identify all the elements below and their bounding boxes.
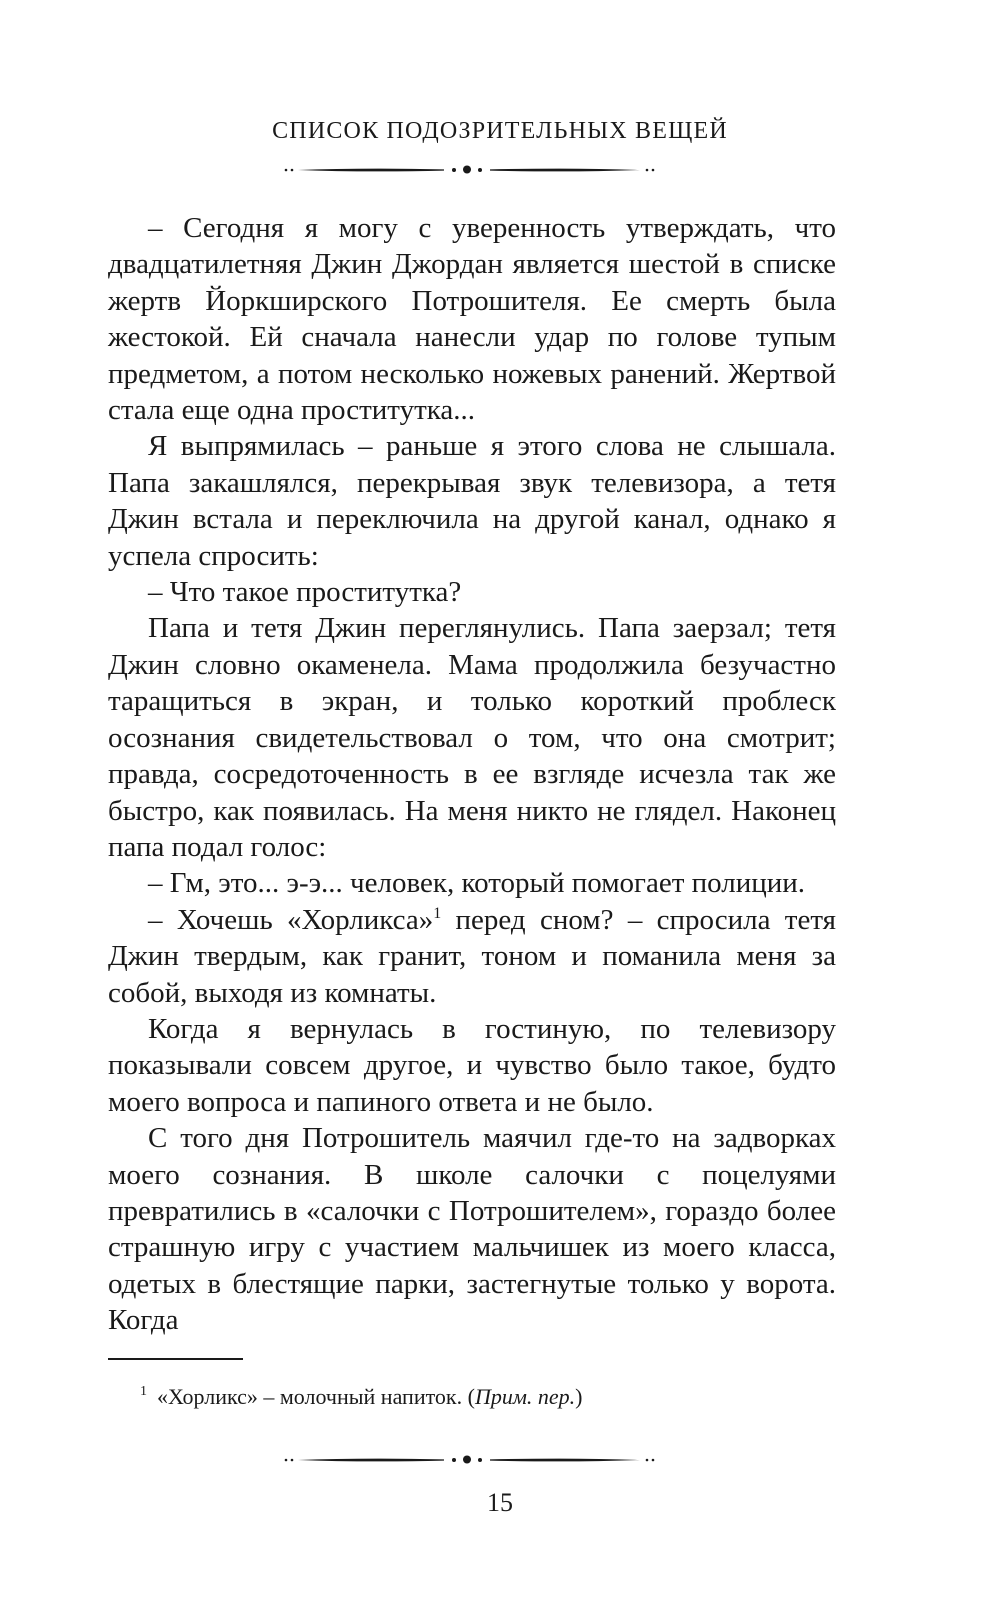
ornament-divider-bottom: [284, 1450, 716, 1470]
running-head: СПИСОК ПОДОЗРИТЕЛЬНЫХ ВЕЩЕЙ: [272, 118, 728, 144]
paragraph-7: Когда я вернулась в гостиную, по телевизору показывали совсем другое, и чувство было такое, будто моего вопроса и папиного ответа и не было.: [108, 1012, 836, 1118]
paragraph-1: – Сегодня я могу с уверенность утверждать, что двадцатилетняя Джин Джордан является шестой в списке жертв Йоркширского Потрошителя. Ее смерть была жестокой. Ей сначала нанесли удар по голове тупым предметом, а потом несколько ножевых ранений. Жертвой стала еще одна проститутка...: [108, 212, 836, 427]
footnote: [140, 1384, 840, 1410]
paragraph-6-before: – Хочешь «Хорликса»: [148, 903, 434, 936]
ornament-divider-top: [284, 160, 716, 180]
paragraph-5: – Гм, это... э-э... человек, который помогает полиции.: [148, 867, 806, 900]
footnote-rule: [108, 1358, 243, 1360]
page-number: 15: [487, 1488, 513, 1517]
footnote-italic: Прим. пер.: [474, 1384, 576, 1409]
paragraph-3: – Что такое проститутка?: [148, 576, 462, 609]
paragraph-8: С того дня Потрошитель маячил где-то на задворках моего сознания. В школе салочки с поцелуями превратились в «салочки с Потрошителем», гораздо более страшную игру с участием мальчишек из моего класса, одетых в блестящие парки, застегнутые только у ворота. Когда: [108, 1122, 836, 1337]
footnote-close: ): [575, 1384, 583, 1409]
paragraph-2: Я выпрямилась – раньше я этого слова не слышала. Папа закашлялся, перекрывая звук телевизора, а тетя Джин встала и переключила на другой канал, однако я успела спросить:: [108, 430, 836, 572]
footnote-text: «Хорликс» – молочный напиток. (: [157, 1384, 475, 1409]
paragraph-4: Папа и тетя Джин переглянулись. Папа заерзал; тетя Джин словно окаменела. Мама продолжила безучастно таращиться в экран, и только короткий проблеск осознания свидетельствовал о том, что она смотрит; правда, сосредоточенность в ее взгляде исчезла так же быстро, как появилась. На меня никто не глядел. Наконец папа подал голос:: [108, 612, 836, 863]
footnote-reference[interactable]: 1: [433, 904, 442, 922]
body-text: [108, 210, 836, 1339]
paragraph-6-after: перед сном? – спросила тетя Джин твердым, как гранит, тоном и поманила меня за собой, выходя из комнаты.: [108, 903, 836, 1009]
paragraph-6: [108, 902, 836, 1011]
footnote-mark: 1: [140, 1384, 147, 1399]
